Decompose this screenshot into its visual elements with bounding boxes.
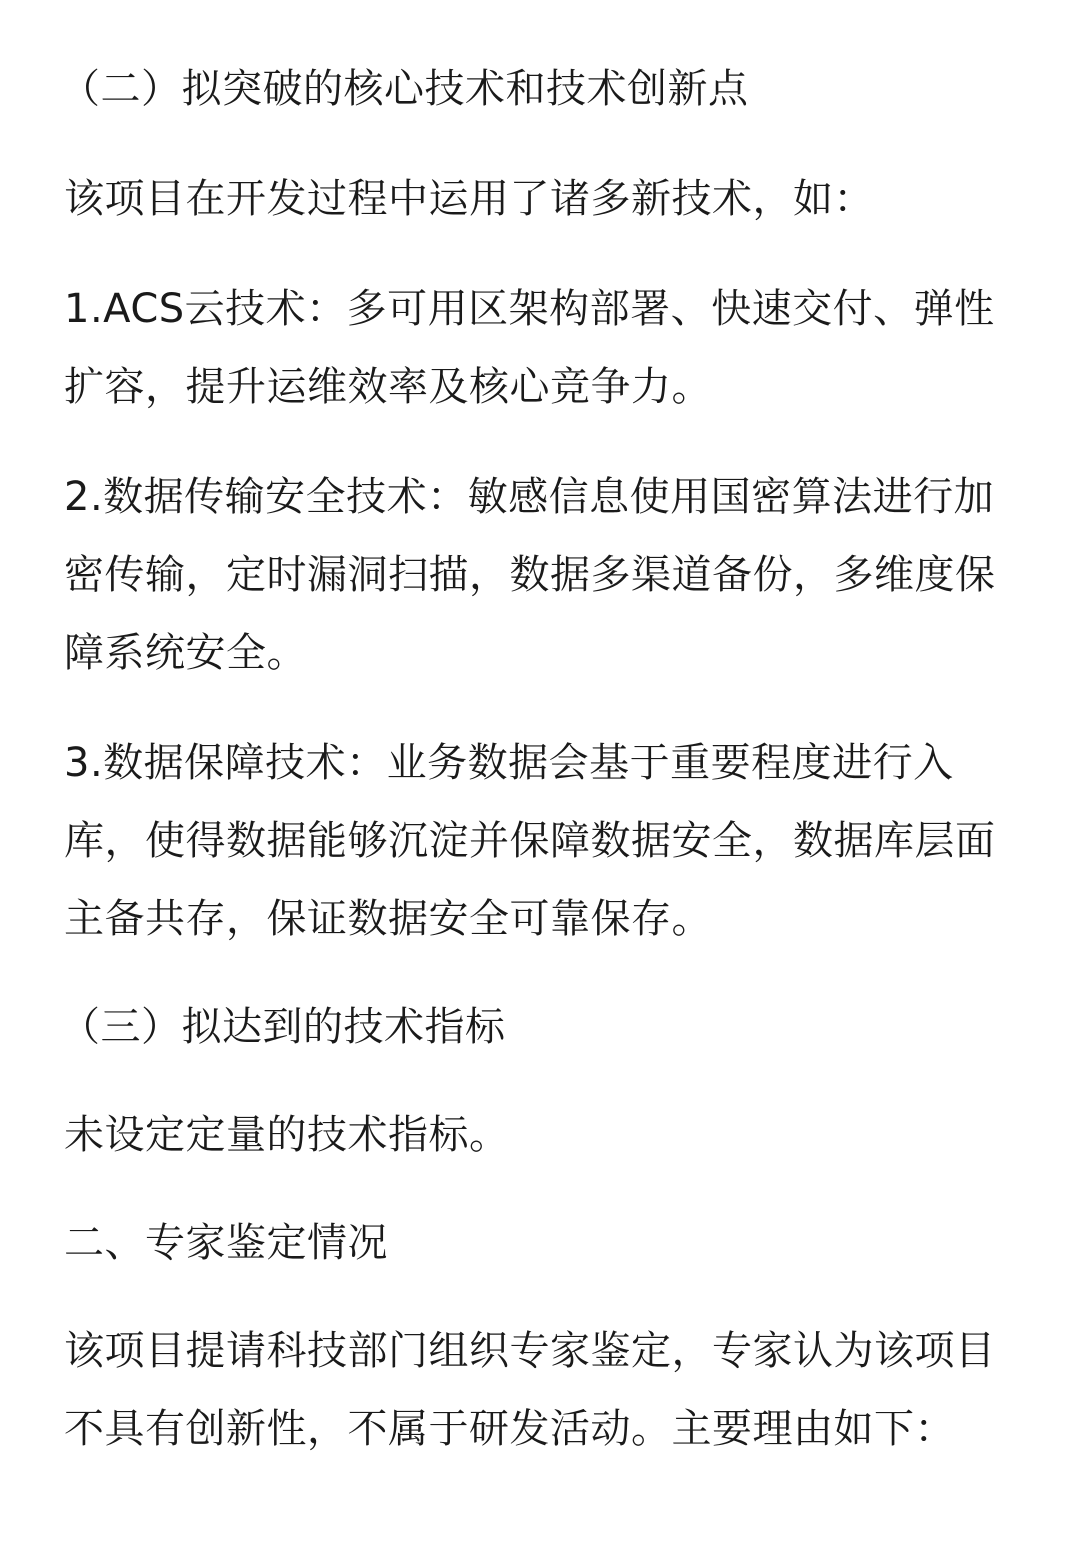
list-item-data-guarantee: 3.数据保障技术：业务数据会基于重要程度进行入库，使得数据能够沉淀并保障数据安全，数据库层面主备共存，保证数据安全可靠保存。 xyxy=(64,740,996,942)
section-heading-core-tech: （二）拟突破的核心技术和技术创新点 xyxy=(60,66,749,112)
document-body xyxy=(60,50,1014,1468)
list-item-acs-cloud: 1.ACS云技术：多可用区架构部署、快速交付、弹性扩容，提升运维效率及核心竞争力。 xyxy=(64,286,995,410)
paragraph-intro: 该项目在开发过程中运用了诸多新技术，如： xyxy=(64,176,874,222)
list-item-transfer-security: 2.数据传输安全技术：敏感信息使用国密算法进行加密传输，定时漏洞扫描，数据多渠道备份，多维度保障系统安全。 xyxy=(64,474,996,676)
paragraph-expert-review: 该项目提请科技部门组织专家鉴定，专家认为该项目不具有创新性，不属于研发活动。主要理由如下： xyxy=(64,1328,996,1452)
paragraph-indicators: 未设定定量的技术指标。 xyxy=(64,1112,510,1158)
section-heading-tech-indicators: （三）拟达到的技术指标 xyxy=(60,1004,506,1050)
section-heading-expert-review: 二、专家鉴定情况 xyxy=(64,1220,388,1266)
